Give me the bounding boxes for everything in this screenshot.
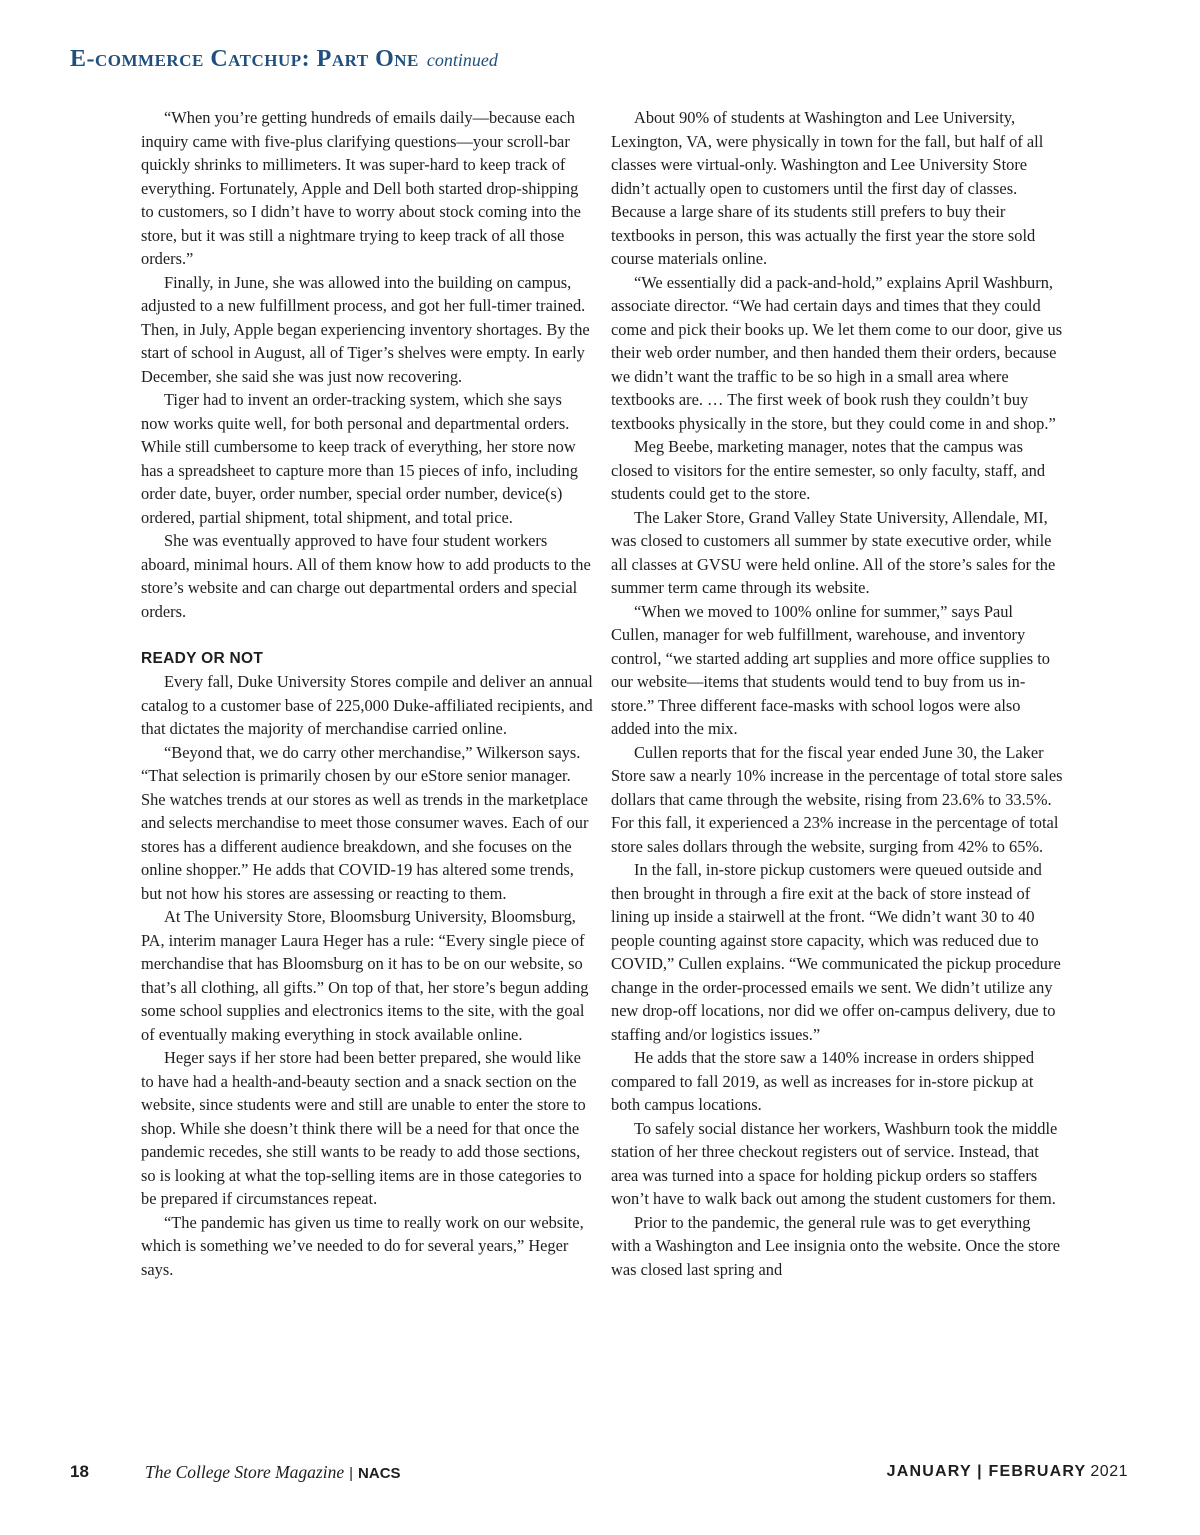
issue-year: 2021 (1090, 1463, 1128, 1480)
footer-separator: | (349, 1465, 354, 1482)
paragraph: Meg Beebe, marketing manager, notes that the campus was closed to visitors for the entire semester, so only faculty, staff, and students could get to the store. (611, 437, 1046, 503)
paragraph: About 90% of students at Washington and Lee University, Lexington, VA, were physically in town for the fall, but half of all classes were virtual-only. Washington and Lee University Store didn’t actually open to customers until the first day of classes. Because a large share of its students still prefers to buy their textbooks in person, this was actually the first year the store sold course materials online. (611, 108, 1044, 268)
continued-label: continued (426, 50, 498, 70)
section-subhead: READY OR NOT (141, 649, 264, 667)
paragraph: “When we moved to 100% online for summer,” says Paul Cullen, manager for web fulfillment, warehouse, and inventory control, “we started adding art supplies and more office supplies to our website—items that students would tend to buy from us in-store.” Three different face-masks with school logos were also added into the mix. (611, 601, 1050, 738)
left-column (141, 106, 593, 1281)
paragraph: Tiger had to invent an order-tracking system, which she says now works quite well, for both personal and departmental orders. While still cumbersome to keep track of everything, her store now has a spreadsheet to capture more than 15 pieces of info, including order date, buyer, order number, special order number, device(s) ordered, partial shipment, total shipment, and total price. (141, 390, 578, 527)
issue-months: JANUARY | FEBRUARY (886, 1463, 1087, 1480)
magazine-credit (145, 1458, 401, 1488)
paragraph: The Laker Store, Grand Valley State University, Allendale, MI, was closed to customers all summer by state executive order, while all classes at GVSU were held online. All of the store’s sales for the summer term came through its website. (611, 507, 1056, 597)
paragraph: “Beyond that, we do carry other merchandise,” Wilkerson says. “That selection is primarily chosen by our eStore senior manager. She watches trends at our stores as well as trends in the marketplace and selects merchandise to meet those consumer waves. Each of our stores has a different audience breakdown, and she focuses on the online shopper.” He adds that COVID-19 has altered some trends, but not how his stores are assessing or reacting to them. (141, 742, 589, 903)
page-footer (70, 1458, 1128, 1486)
magazine-name: The College Store Magazine (145, 1462, 345, 1482)
paragraph: To safely social distance her workers, Washburn took the middle station of her three checkout registers out of service. Instead, that area was turned into a space for holding pickup orders so staffers won’t have to walk back out among the student customers for them. (611, 1118, 1058, 1208)
page-number: 18 (70, 1462, 89, 1481)
paragraph: Heger says if her store had been better prepared, she would like to have had a health-and-beauty section and a snack section on the website, since students were and still are unable to enter the store to shop. While she doesn’t think there will be a need for that once the pandemic recedes, she still wants to be ready to add those sections, so is looking at what the top-selling items are in those categories to be prepared if circumstances repeat. (141, 1048, 586, 1208)
paragraph: “When you’re getting hundreds of emails daily—because each inquiry came with five-plus clarifying questions—your scroll-bar quickly shrinks to millimeters. It was super-hard to keep track of everything. Fortunately, Apple and Dell both started drop-shipping to customers, so I didn’t have to worry about stock coming into the store, but it was still a nightmare trying to keep track of all those orders.” (141, 108, 581, 268)
paragraph: Prior to the pandemic, the general rule was to get everything with a Washington and Lee insignia onto the website. Once the store was closed last spring and (611, 1212, 1061, 1279)
page-header (70, 44, 498, 77)
issue-date (887, 1458, 1128, 1486)
organization-name: NACS (358, 1465, 401, 1482)
paragraph: She was eventually approved to have four student workers aboard, minimal hours. All of them know how to add products to the store’s website and can charge out departmental orders and special orders. (141, 531, 591, 621)
paragraph: Finally, in June, she was allowed into the building on campus, adjusted to a new fulfillment process, and got her full-timer trained. Then, in July, Apple began experiencing inventory shortages. By the start of school in August, all of Tiger’s shelves were empty. In early December, she said she was just now recovering. (141, 272, 590, 386)
paragraph: Cullen reports that for the fiscal year ended June 30, the Laker Store saw a nearly 10% increase in the percentage of total store sales dollars that came through the website, rising from 23.6% to 33.5%. For this fall, it experienced a 23% increase in the percentage of total store sales dollars through the website, surging from 42% to 65%. (611, 742, 1063, 856)
paragraph: At The University Store, Bloomsburg University, Bloomsburg, PA, interim manager Laura Heger has a rule: “Every single piece of merchandise that has Bloomsburg on it has to be on our website, so that’s all clothing, all gifts.” On top of that, her store’s begun adding some school supplies and electronics items to the site, with the goal of eventually making everything in stock available online. (141, 907, 589, 1044)
paragraph: In the fall, in-store pickup customers were queued outside and then brought in through a fire exit at the back of store instead of lining up inside a stairwell at the front. “We didn’t want 30 to 40 people counting against store capacity, which was reduced due to COVID,” Cullen explains. “We communicated the pickup procedure change in the order-processed emails we sent. We didn’t utilize any new drop-off locations, nor did we offer on-campus delivery, due to staffing and/or logistics issues.” (611, 860, 1061, 1044)
article-title: E-commerce Catchup: Part One (70, 46, 419, 72)
right-column (611, 106, 1063, 1281)
paragraph: Every fall, Duke University Stores compile and deliver an annual catalog to a customer base of 225,000 Duke-affiliated recipients, and that dictates the majority of merchandise carried online. (141, 672, 593, 738)
paragraph: “We essentially did a pack-and-hold,” explains April Washburn, associate director. “We had certain days and times that they could come and pick their books up. We let them come to our door, give us their web order number, and then handed them their orders, because we didn’t want the traffic to be so high in a small area where textbooks are. … The first week of book rush they couldn’t buy textbooks physically in the store, but they could come in and shop.” (611, 272, 1063, 433)
paragraph: “The pandemic has given us time to really work on our website, which is something we’ve needed to do for several years,” Heger says. (141, 1212, 584, 1279)
paragraph: He adds that the store saw a 140% increase in orders shipped compared to fall 2019, as well as increases for in-store pickup at both campus locations. (611, 1048, 1035, 1114)
